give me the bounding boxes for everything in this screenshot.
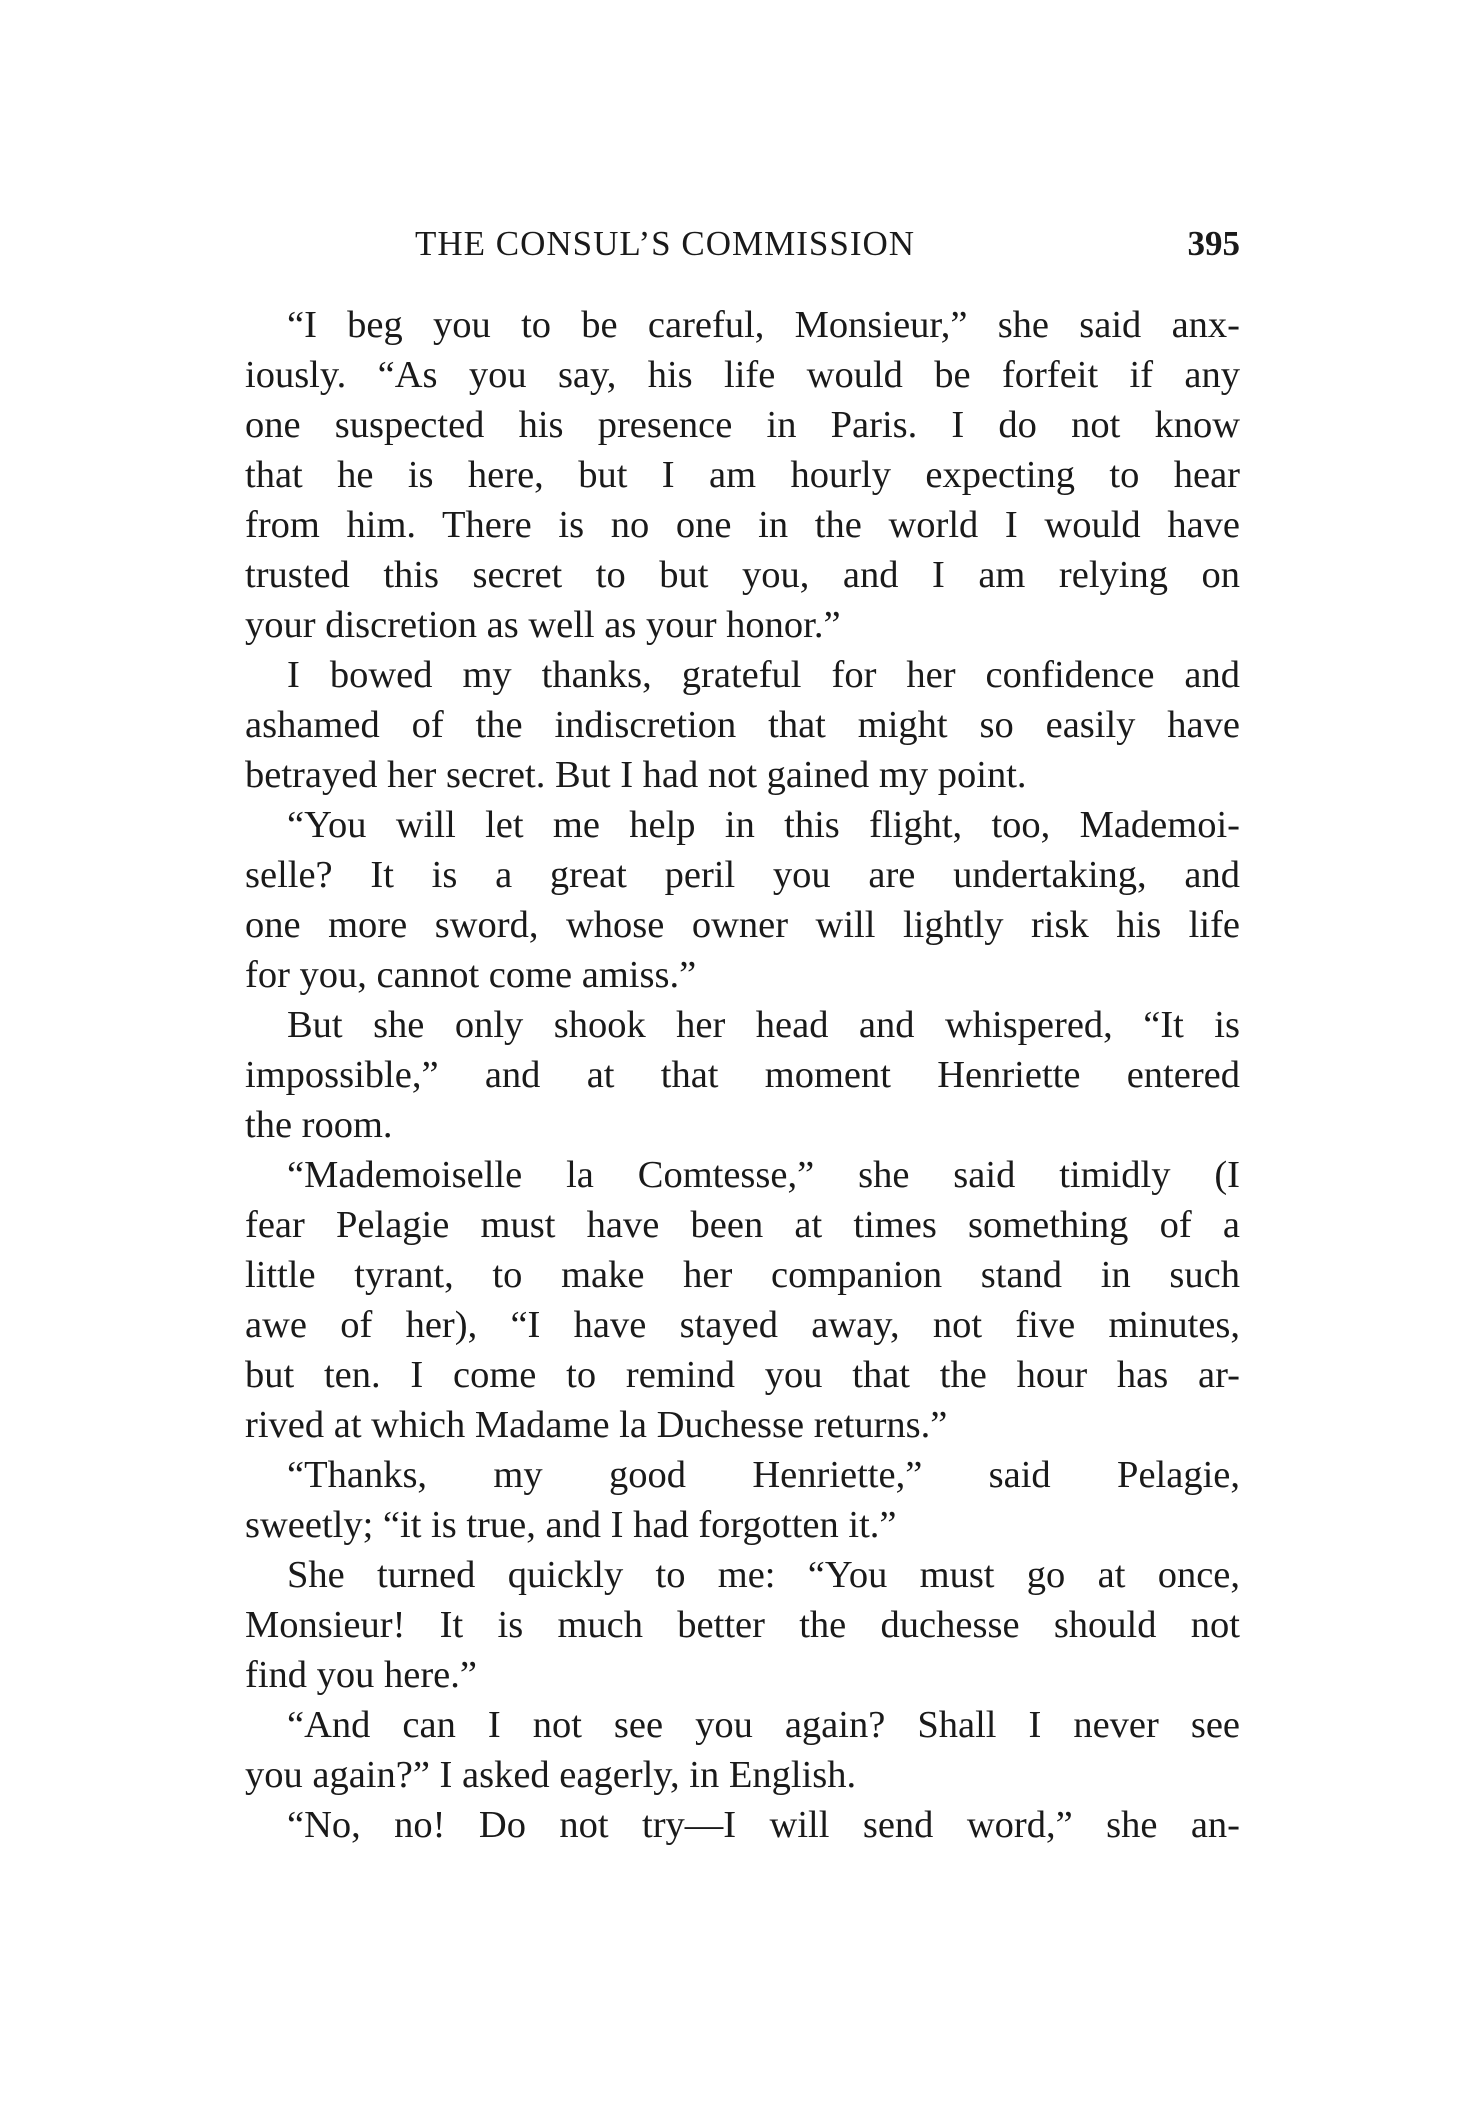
text-line: sweetly; “it is true, and I had forgotten it.” — [245, 1504, 897, 1546]
text-line: for you, cannot come amiss.” — [245, 954, 697, 996]
text-line: find you here.” — [245, 1654, 477, 1696]
text-line: little tyrant, to make her companion stand in such — [245, 1254, 1240, 1296]
text-line: betrayed her secret. But I had not gained my point. — [245, 754, 1027, 796]
text-line: impossible,” and at that moment Henriette entered — [245, 1054, 1240, 1096]
text-line: fear Pelagie must have been at times something of a — [245, 1204, 1240, 1246]
text-line: awe of her), “I have stayed away, not five minutes, — [245, 1304, 1240, 1346]
text-line: one suspected his presence in Paris. I do not know — [245, 404, 1240, 446]
running-title: THE CONSUL’S COMMISSION — [414, 224, 916, 263]
text-line: “I beg you to be careful, Monsieur,” she said anx- — [287, 304, 1240, 346]
text-line: “You will let me help in this flight, too, Mademoi- — [287, 804, 1240, 846]
page-number: 395 — [1187, 224, 1240, 263]
text-line: Monsieur! It is much better the duchesse should not — [245, 1604, 1240, 1646]
text-line: iously. “As you say, his life would be forfeit if any — [245, 354, 1240, 396]
text-line: your discretion as well as your honor.” — [245, 604, 841, 646]
text-line: rived at which Madame la Duchesse returns.” — [245, 1404, 948, 1446]
body-text — [245, 300, 1240, 1850]
text-line: She turned quickly to me: “You must go at once, — [287, 1554, 1240, 1596]
text-line: the room. — [245, 1104, 393, 1146]
text-line: But she only shook her head and whispered, “It is — [287, 1004, 1240, 1046]
text-line: “Thanks, my good Henriette,” said Pelagie, — [287, 1454, 1240, 1496]
text-line: you again?” I asked eagerly, in English. — [245, 1754, 857, 1796]
text-line: from him. There is no one in the world I would have — [245, 504, 1240, 546]
page-header — [245, 216, 1240, 276]
text-line: “No, no! Do not try—I will send word,” she an- — [287, 1804, 1240, 1846]
text-line: I bowed my thanks, grateful for her confidence and — [287, 654, 1240, 696]
text-line: selle? It is a great peril you are undertaking, and — [245, 854, 1240, 896]
text-line: that he is here, but I am hourly expecting to hear — [245, 454, 1240, 496]
text-line: one more sword, whose owner will lightly risk his life — [245, 904, 1240, 946]
text-line: “And can I not see you again? Shall I never see — [287, 1704, 1240, 1746]
text-line: but ten. I come to remind you that the hour has ar- — [245, 1354, 1240, 1396]
text-line: “Mademoiselle la Comtesse,” she said timidly (I — [287, 1154, 1240, 1196]
text-line: trusted this secret to but you, and I am relying on — [245, 554, 1240, 596]
text-line: ashamed of the indiscretion that might so easily have — [245, 704, 1240, 746]
